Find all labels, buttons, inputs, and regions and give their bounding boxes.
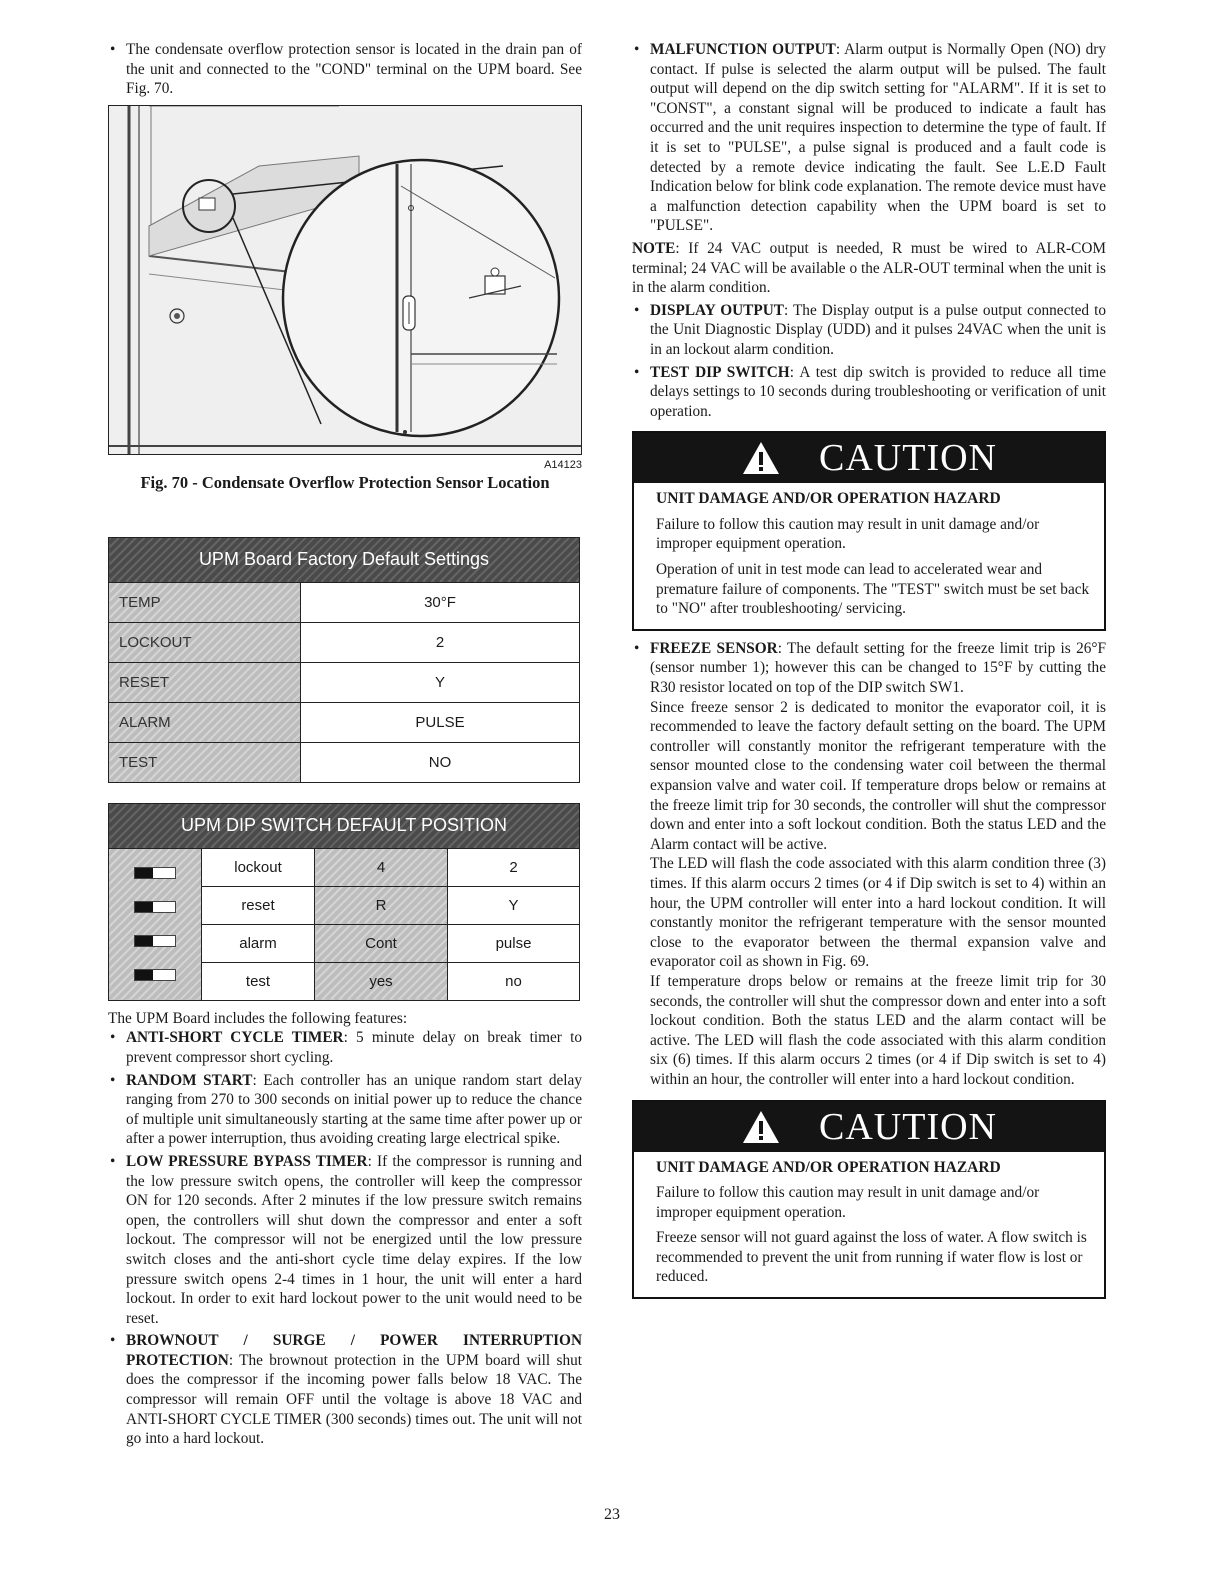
factory-defaults-table [108, 537, 580, 783]
dip-off-value: no [448, 962, 580, 1000]
note-text: : If 24 VAC output is needed, R must be wired to ALR-COM terminal; 24 VAC will be available o the ALR-OUT terminal when the unit is in the alarm condition. [632, 239, 1106, 297]
caution-paragraph: Failure to follow this caution may result in unit damage and/or improper equipment operation. [656, 1184, 1040, 1221]
figure-code: A14123 [544, 458, 582, 471]
setting-name: TEST [109, 742, 301, 782]
table-row [109, 702, 580, 742]
bullet-dot: • [110, 1071, 116, 1089]
caution-title: CAUTION [819, 1105, 997, 1148]
bullet-dot: • [634, 363, 640, 381]
caution-box-freeze-sensor [632, 1100, 1106, 1300]
setting-value: Y [301, 662, 580, 702]
dip-switch-2 [134, 901, 176, 913]
sensor-photo-illustration [109, 106, 581, 454]
caution-title: CAUTION [819, 437, 997, 480]
table-row [109, 582, 580, 622]
feature-text: : 5 minute delay on break timer to prevent compressor short cycling. [126, 1029, 582, 1066]
dip-on-value: Cont [315, 924, 448, 962]
caution-heading: UNIT DAMAGE AND/OR OPERATION HAZARD [656, 1158, 1001, 1176]
feature-low-pressure-bypass [108, 1152, 582, 1328]
figure-condensate-sensor [108, 105, 582, 455]
caution-banner [634, 433, 1104, 483]
feature-text: : The Display output is a pulse output connected to the Unit Diagnostic Display (UDD) and it pulses 24VAC when the unit is in an lockout alarm condition. [650, 301, 1106, 358]
note-label: NOTE [632, 239, 676, 257]
feature-term: RANDOM START [126, 1071, 253, 1089]
dip-off-value: Y [448, 886, 580, 924]
features-intro: The UPM Board includes the following features: [108, 1009, 408, 1027]
setting-value: 30°F [301, 582, 580, 622]
feature-text: : Alarm output is Normally Open (NO) dry contact. If pulse is selected the alarm output will be pulsed. The fault output will depend on the dip switch setting for "ALARM". If it is set to "CONST", a constant signal will be produced to indicate a fault has occurred and the unit requires inspection to determine the type of fault. If it is set to "PULSE", a pulse signal is produced and a fault code is detected by a remote device indicating the fault. See L.E.D Fault Indication below for blink code explanation. The remote device must have a malfunction detection capability when the UPM board is set to "PULSE". [650, 41, 1107, 235]
feature-term: DISPLAY OUTPUT [650, 301, 784, 319]
bullet-dot: • [110, 1332, 116, 1350]
feature-anti-short-cycle [108, 1028, 582, 1067]
dip-table-title: UPM DIP SWITCH DEFAULT POSITION [180, 815, 508, 836]
dip-name: lockout [202, 848, 315, 886]
bullet-dot: • [110, 1152, 116, 1170]
table-row [109, 662, 580, 702]
defaults-table-header [109, 537, 580, 582]
feature-brownout [108, 1331, 582, 1449]
intro-bullet [108, 40, 582, 99]
feature-term: MALFUNCTION OUTPUT [650, 41, 836, 58]
setting-name: ALARM [109, 702, 301, 742]
feature-term: FREEZE SENSOR [650, 639, 778, 657]
dip-on-value: yes [315, 962, 448, 1000]
dip-switch-1 [134, 867, 176, 879]
freeze-paragraph: The LED will flash the code associated with this alarm condition three (3) times. If this alarm occurs 2 times (or 4 if Dip switch is set to 4) within an hour, the UPM controller will enter into a hard lockout condition. It will constantly monitor the refrigerant temperature with the sensor mounted close to the evaporator between the thermal expansion valve and evaporator coil as shown in Fig. 69. [650, 855, 1106, 971]
dip-on-value: 4 [315, 848, 448, 886]
dip-switch-graphic [109, 848, 202, 1000]
setting-value: PULSE [301, 702, 580, 742]
setting-value: NO [301, 742, 580, 782]
caution-paragraph: Freeze sensor will not guard against the loss of water. A flow switch is recommended to prevent the unit from running if water flow is lost or reduced. [656, 1229, 1087, 1286]
dip-off-value: pulse [448, 924, 580, 962]
table-row [109, 742, 580, 782]
dip-name: alarm [202, 924, 315, 962]
bullet-dot: • [110, 1029, 116, 1047]
feature-term: TEST DIP SWITCH [650, 363, 790, 381]
left-column [108, 40, 582, 1452]
bullet-dot: • [634, 639, 640, 657]
freeze-paragraph: If temperature drops below or remains at the freeze limit trip for 30 seconds, the controller will shut the compressor down and enter into a soft lockout condition. Both the status LED and the alarm contact will be active. The LED will flash the code associated with this alarm condition six (6) times. If this alarm occurs 2 times (or 4 if Dip switch is set to 4) within an hour, the controller will enter into a hard lockout condition. [650, 972, 1106, 1088]
feature-term: BROWNOUT / SURGE / POWER INTERRUPTION PROTECTION [126, 1332, 582, 1369]
dip-name: test [202, 962, 315, 1000]
setting-name: LOCKOUT [109, 622, 301, 662]
setting-name: TEMP [109, 582, 301, 622]
dip-switch-4 [134, 969, 176, 981]
setting-name: RESET [109, 662, 301, 702]
feature-text: : If the compressor is running and the low pressure switch opens, the controller will keep the compressor ON for 120 seconds. After 2 minutes if the low pressure switch remains open, the controllers will shut down the compressor and enter a soft lockout. The compressor will not be energized until the low pressure switch closes and the anti-short cycle time delay expires. If the low pressure switch opens 2-4 times in 1 hour, the unit will enter a hard lockout. In order to exit hard lockout power to the unit would need to be reset. [126, 1152, 582, 1327]
freeze-sensor-bullet [632, 639, 1106, 698]
figure-caption: Fig. 70 - Condensate Overflow Protection Sensor Location [140, 472, 550, 492]
test-dip-switch-bullet [632, 363, 1106, 422]
bullet-dot: • [634, 41, 640, 58]
dip-switch-table [108, 803, 580, 1001]
defaults-table-title: UPM Board Factory Default Settings [198, 549, 490, 570]
feature-term: ANTI-SHORT CYCLE TIMER [126, 1029, 344, 1047]
caution-box-test-mode [632, 431, 1106, 631]
display-output-bullet [632, 301, 1106, 360]
feature-random-start [108, 1071, 582, 1149]
bullet-dot: • [634, 301, 640, 319]
dip-table-header [109, 803, 580, 848]
freeze-paragraph: Since freeze sensor 2 is dedicated to monitor the evaporator coil, it is recommended to leave the factory default setting on the board. The UPM controller will constantly monitor the refrigerant temperature with the sensor mounted close to the condensing water coil between the thermal expansion valve and water coil. If temperature drops below or remains at the freeze limit trip for 30 seconds, the controller will shut the compressor down and enter into a soft lockout condition. Both the status LED and the Alarm contact will be active. [650, 698, 1106, 853]
warning-triangle-icon [741, 1109, 781, 1145]
page-number: 23 [604, 1506, 620, 1523]
caution-body [634, 1152, 1104, 1298]
feature-term: LOW PRESSURE BYPASS TIMER [126, 1152, 368, 1170]
intro-text: The condensate overflow protection sensor is located in the drain pan of the unit and connected to the "COND" terminal on the UPM board. See Fig. 70. [126, 41, 582, 98]
feature-text: : Each controller has an unique random start delay ranging from 270 to 300 seconds on initial power up to reduce the chance of multiple unit simultaneously starting at the same time after power up or after a power interruption, thus avoiding creating large electrical spike. [126, 1071, 582, 1148]
dip-switch-3 [134, 935, 176, 947]
table-row [109, 848, 580, 886]
caution-paragraph: Operation of unit in test mode can lead to accelerated wear and premature failure of components. The "TEST" switch must be set back to "NO" after troubleshooting/ servicing. [656, 561, 1090, 618]
caution-heading: UNIT DAMAGE AND/OR OPERATION HAZARD [656, 490, 1001, 508]
setting-value: 2 [301, 622, 580, 662]
feature-text: : The brownout protection in the UPM board will shut does the compressor if the incoming power falls below 18 VAC. The compressor will remain OFF until the voltage is above 18 VAC and ANTI-SHORT CYCLE TIMER (300 seconds) times out. The unit will not go into a hard lockout. [126, 1351, 582, 1448]
caution-body [634, 483, 1104, 629]
note-paragraph [632, 239, 1106, 298]
warning-triangle-icon [741, 440, 781, 476]
caution-paragraph: Failure to follow this caution may result in unit damage and/or improper equipment operation. [656, 515, 1040, 553]
dip-on-value: R [315, 886, 448, 924]
bullet-dot: • [110, 41, 116, 58]
dip-name: reset [202, 886, 315, 924]
caution-banner [634, 1102, 1104, 1152]
right-column [632, 40, 1106, 1307]
dip-off-value: 2 [448, 848, 580, 886]
table-row [109, 622, 580, 662]
feature-text: : The default setting for the freeze limit trip is 26°F (sensor number 1); however this can be changed to 15°F by cutting the R30 resistor located on top of the DIP switch SW1. [650, 639, 1106, 697]
malfunction-output-bullet [632, 40, 1106, 236]
feature-text: : A test dip switch is provided to reduce all time delays settings to 10 seconds during troubleshooting or verification of unit operation. [650, 363, 1106, 420]
